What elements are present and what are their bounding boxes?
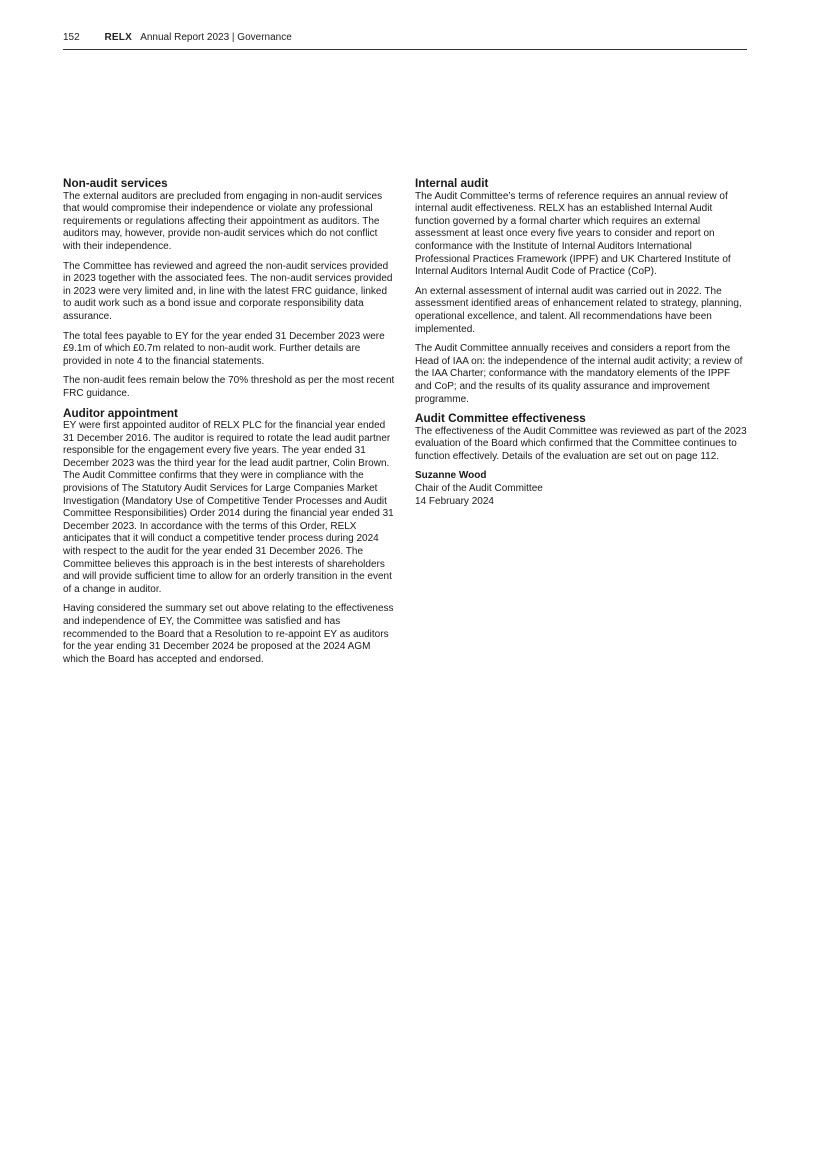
header-divider <box>63 49 747 50</box>
section-title: Auditor appointment <box>63 406 178 420</box>
header-subtitle: Annual Report 2023 | Governance <box>140 32 292 43</box>
page-header <box>63 31 747 49</box>
auditor-appointment-section <box>63 408 397 667</box>
paragraph: The Audit Committee’s terms of reference requires an annual review of internal audit effectiveness. RELX has an established Internal Audit function governed by a formal charter which requires an external assessment at least once every five years to consider and report on conformance with the Institute of Internal Auditors International Professional Practices Framework (IPPF) and UK Chartered Institute of Internal Auditors Internal Audit Code of Practice (CoP). <box>415 190 731 278</box>
right-column <box>415 178 747 508</box>
paragraph: EY were first appointed auditor of RELX PLC for the financial year ended 31 December 2016. The auditor is required to rotate the lead audit partner responsible for the engagement every five years. The year ended 31 December 2023 was the third year for the lead audit partner, Colin Brown. The Audit Committee confirms that they were in compliance with the provisions of The Statutory Audit Services for Large Companies Market Investigation (Mandatory Use of Competitive Tender Processes and Audit Committee Responsibilities) Order 2014 during the financial year ended 31 December 2023. In accordance with the terms of this Order, RELX anticipates that it will conduct a competitive tender process during 2024 with respect to the audit for the year ended 31 December 2026. The Committee believes this approach is in the best interests of shareholders and will provide sufficient time to allow for an orderly transition in the event of a change in auditor. <box>63 420 394 595</box>
section-title: Internal audit <box>415 177 489 190</box>
paragraph: The Audit Committee annually receives and considers a report from the Head of IAA on: the independence of the internal audit activity; a review of the IAA Charter; conformance with the mandatory elements of the IPPF and CoP; and the results of its quality assurance and improvement programme. <box>415 343 743 405</box>
section-title: Non-audit services <box>63 177 168 190</box>
paragraph: The total fees payable to EY for the year ended 31 December 2023 were £9.1m of which £0.7m related to non-audit work. Further details are provided in note 4 to the financial statements. <box>63 330 385 367</box>
page-number: 152 <box>63 32 80 43</box>
internal-audit-section <box>415 178 747 406</box>
section-title: Audit Committee effectiveness <box>415 412 586 426</box>
paragraph: Having considered the summary set out above relating to the effectiveness and independence of EY, the Committee was satisfied and has recommended to the Board that a Resolution to re-appoint EY as auditors for the year ending 31 December 2024 be proposed at the 2024 AGM which the Board has accepted and endorsed. <box>63 603 394 665</box>
paragraph: The external auditors are precluded from engaging in non-audit services that would compromise their independence or violate any professional requirements or regulations affecting their appointment as auditors. The auditors may, however, provide non-audit services which do not conflict with their independence. <box>63 190 383 252</box>
left-column <box>63 178 397 673</box>
audit-committee-effectiveness-section <box>415 413 747 463</box>
signatory-role: Chair of the Audit Committee <box>415 483 543 495</box>
paragraph: The Committee has reviewed and agreed the non-audit services provided in 2023 together with the associated fees. The non-audit services provided in 2023 were very limited and, in line with the latest FRC guidance, linked to audit work such as a bond issue and corporate responsibility data assurance. <box>63 260 393 322</box>
signatory-name: Suzanne Wood <box>415 470 487 482</box>
signature-block <box>415 470 747 508</box>
paragraph: The effectiveness of the Audit Committee was reviewed as part of the 2023 evaluation of the Board which confirmed that the Committee continues to function effectively. Details of the evaluation are set out on page 112. <box>415 425 747 462</box>
signature-date: 14 February 2024 <box>415 495 494 507</box>
paragraph: The non-audit fees remain below the 70% threshold as per the most recent FRC guidance. <box>63 375 395 399</box>
non-audit-services-section <box>63 178 397 401</box>
paragraph: An external assessment of internal audit was carried out in 2022. The assessment identified areas of enhancement related to strategy, planning, operational excellence, and talent. All recommendations have been implemented. <box>415 285 742 335</box>
brand-name: RELX <box>104 32 132 43</box>
